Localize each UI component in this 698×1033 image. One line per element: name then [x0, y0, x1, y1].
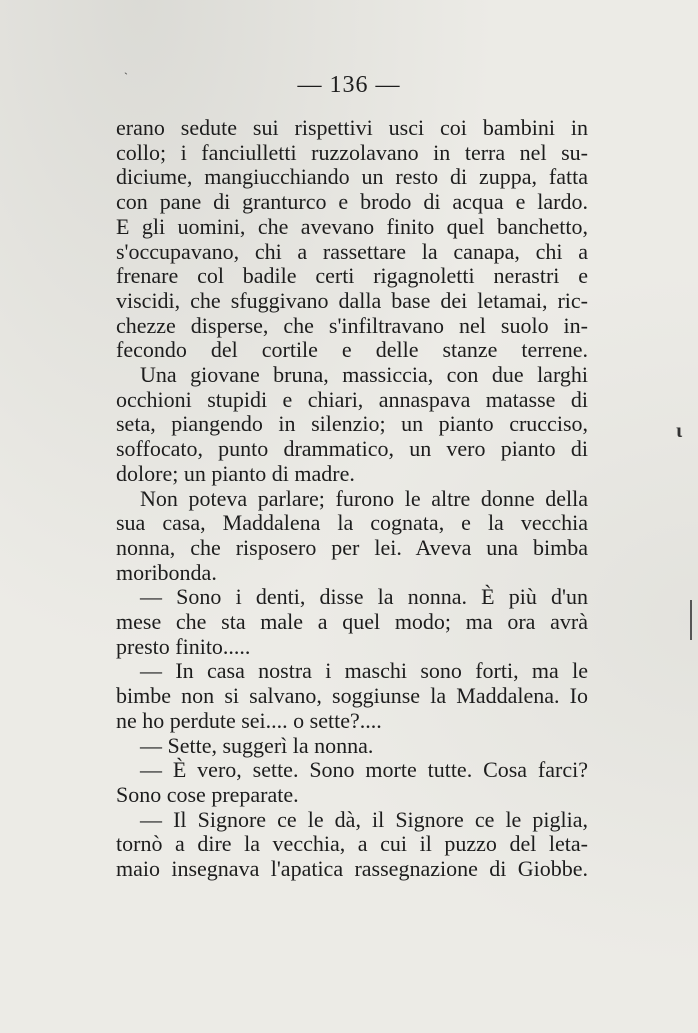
text-line: — In casa nostra i maschi sono forti, ma le: [140, 658, 588, 684]
text-line: E gli uomini, che avevano finito quel banchetto,: [116, 213, 588, 239]
text-line: — Sono i denti, disse la nonna. È più d'un: [140, 584, 588, 610]
dialogue-paragraph: [116, 734, 588, 759]
text-line: sua casa, Maddalena la cognata, e la vecchia: [116, 510, 588, 536]
text-line: — Sette, suggerì la nonna.: [140, 732, 374, 758]
text-line: — È vero, sette. Sono morte tutte. Cosa farci?: [140, 757, 588, 783]
text-line: soffocato, punto drammatico, un vero pianto di: [116, 436, 588, 462]
text-line: maio insegnava l'apatica rassegnazione di Giobbe.: [116, 856, 588, 882]
text-line: collo; i fanciulletti ruzzolavano in terra nel su-: [116, 139, 588, 165]
text-line: ne ho perdute sei.... o sette?....: [116, 707, 382, 733]
text-line: bimbe non si salvano, soggiunse la Maddalena. Io: [116, 683, 588, 709]
text-line: Una giovane bruna, massiccia, con due larghi: [140, 362, 588, 388]
text-line: diciume, mangiucchiando un resto di zuppa, fatta: [116, 164, 588, 190]
dialogue-paragraph: [116, 808, 588, 882]
text-line: Non poteva parlare; furono le altre donne della: [140, 485, 588, 511]
text-line: presto finito.....: [116, 633, 251, 659]
dialogue-paragraph: [116, 758, 588, 807]
text-line: s'occupavano, chi a rassettare la canapa, chi a: [116, 238, 588, 264]
text-line: occhioni stupidi e chiari, annaspava matasse di: [116, 386, 588, 412]
text-line: con pane di granturco e brodo di acqua e lardo.: [116, 189, 588, 215]
page-edge-mark: [690, 600, 692, 640]
text-line: nonna, che risposero per lei. Aveva una bimba: [116, 534, 588, 560]
page-number: — 136 —: [297, 72, 401, 98]
paragraph: [116, 487, 588, 586]
text-line: Sono cose preparate.: [116, 781, 299, 807]
dialogue-paragraph: [116, 659, 588, 733]
paragraph: [116, 363, 588, 487]
body-text: [116, 116, 588, 882]
ink-mark: ɩ: [676, 420, 683, 442]
text-line: fecondo del cortile e delle stanze terrene.: [116, 337, 588, 363]
text-line: dolore; un pianto di madre.: [116, 460, 355, 486]
text-line: tornò a dire la vecchia, a cui il puzzo del leta-: [116, 831, 588, 857]
text-line: — Il Signore ce le dà, il Signore ce le piglia,: [140, 806, 588, 832]
text-line: frenare col badile certi rigagnoletti nerastri e: [116, 263, 588, 289]
text-line: chezze disperse, che s'infiltravano nel suolo in-: [116, 312, 588, 338]
ink-speck: ˋ: [124, 70, 128, 84]
text-line: erano sedute sui rispettivi usci coi bambini in: [116, 115, 588, 140]
text-line: mese che sta male a quel modo; ma ora avrà: [116, 609, 588, 635]
dialogue-paragraph: [116, 585, 588, 659]
text-line: viscidi, che sfuggivano dalla base dei letamai, ric-: [116, 287, 588, 313]
text-line: moribonda.: [116, 559, 217, 585]
text-line: seta, piangendo in silenzio; un pianto crucciso,: [116, 411, 588, 437]
paragraph: [116, 116, 588, 363]
